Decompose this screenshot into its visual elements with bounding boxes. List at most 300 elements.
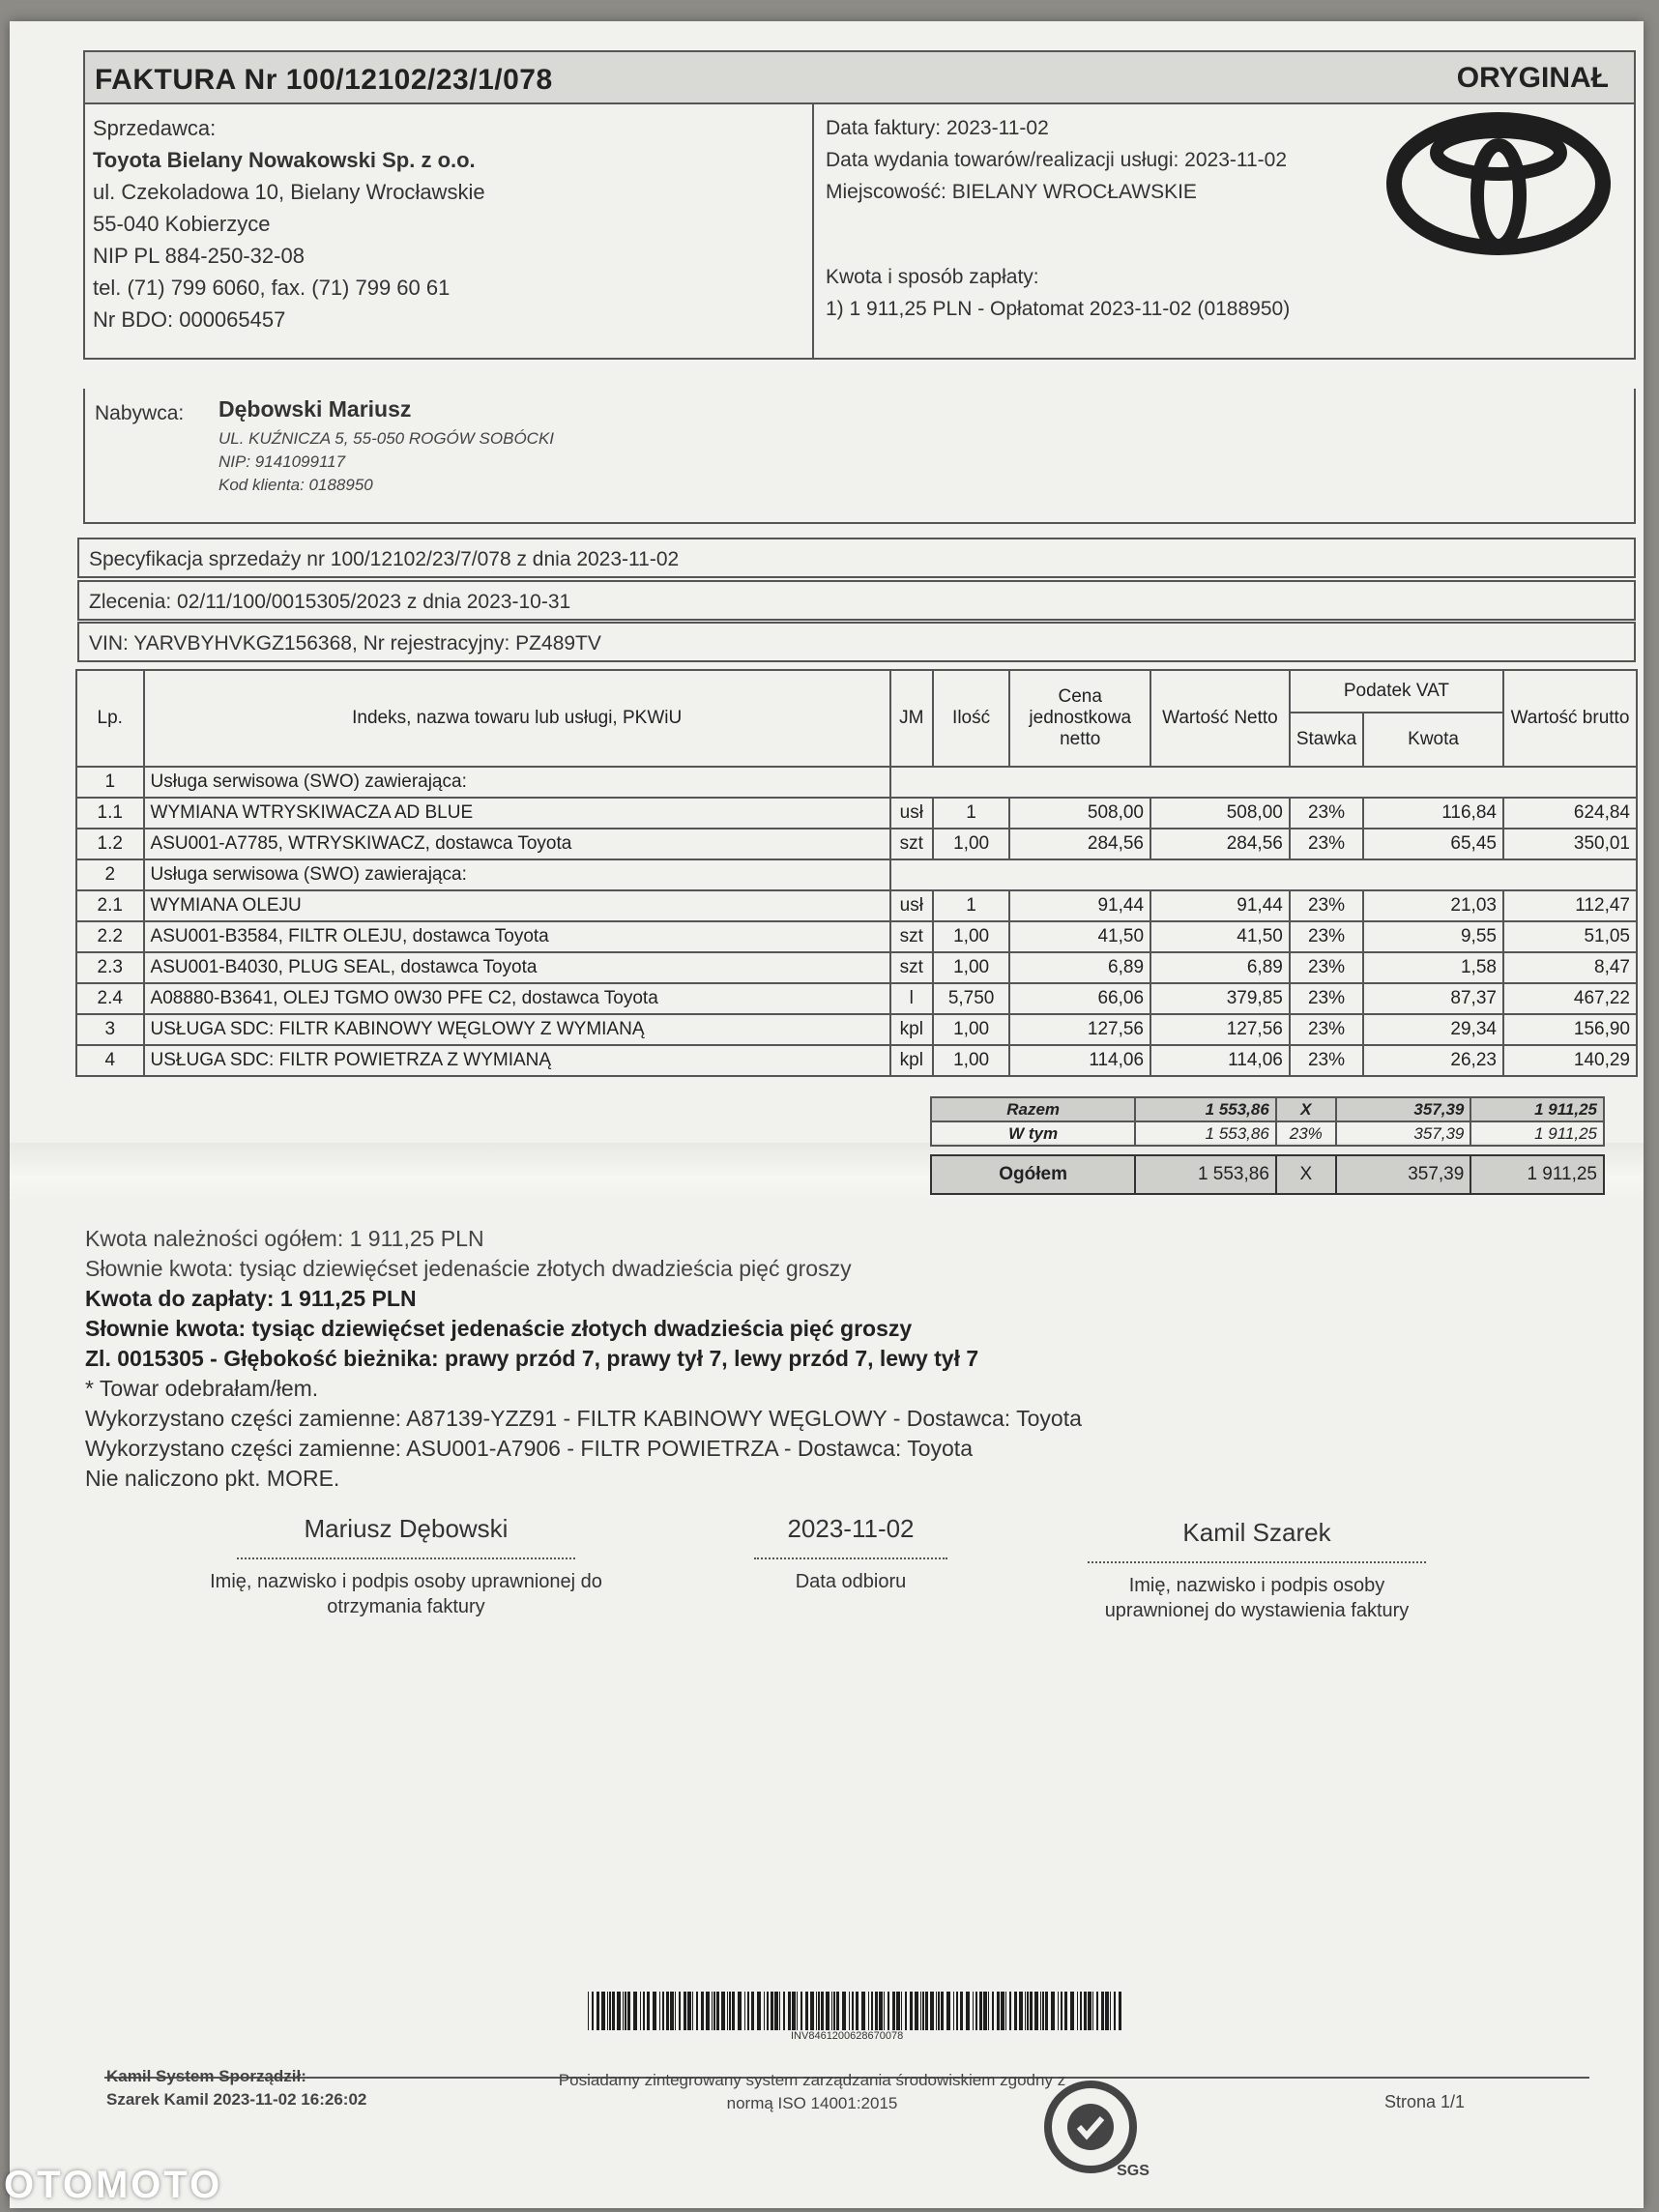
note-words-2: Słownie kwota: tysiąc dziewięćset jedenaście złotych dwadzieścia pięć groszy: [85, 1316, 913, 1341]
barcode-bar: [607, 1992, 608, 2030]
barcode-bar: [627, 1992, 630, 2030]
delivery-date: Data wydania towarów/realizacji usługi: 2023-11-02: [826, 149, 1288, 171]
barcode-bar: [623, 1992, 624, 2030]
cell-gross: 350,01: [1503, 829, 1637, 859]
buyer-name: Dębowski Mariusz: [218, 396, 412, 422]
barcode-bar: [738, 1992, 742, 2030]
barcode-bar: [1114, 1992, 1116, 2030]
barcode-bar: [856, 1992, 859, 2030]
cell-net: 91,44: [1150, 890, 1290, 921]
barcode-bar: [1092, 1992, 1093, 2030]
cell-name: ASU001-B3584, FILTR OLEJU, dostawca Toyota: [144, 921, 890, 952]
barcode-bar: [712, 1992, 713, 2030]
barcode-bar: [764, 1992, 765, 2030]
wtym-rate: 23%: [1276, 1121, 1336, 1146]
cell-net: 508,00: [1150, 798, 1290, 829]
issuer-signature: [1054, 1518, 1460, 1623]
cell-jm: kpl: [890, 1045, 933, 1076]
barcode-bar: [612, 1992, 615, 2030]
title-bar: [85, 52, 1634, 104]
barcode-bar: [1030, 1992, 1033, 2030]
barcode-bar: [983, 1992, 987, 2030]
barcode-bar: [861, 1992, 865, 2030]
barcode-bar: [826, 1992, 830, 2030]
barcode-bar: [679, 1992, 681, 2030]
barcode-bar: [1110, 1992, 1111, 2030]
barcode-bar: [721, 1992, 725, 2030]
barcode-bar: [1101, 1992, 1104, 2030]
wtym-net: 1 553,86: [1135, 1121, 1276, 1146]
barcode-bar: [625, 1992, 626, 2030]
cell-name: Usługa serwisowa (SWO) zawierająca:: [144, 859, 890, 890]
issuer-caption: Imię, nazwisko i podpis osoby uprawnionej do wystawienia faktury: [1104, 1575, 1410, 1621]
ogolem-table: [930, 1154, 1605, 1195]
ogolem-label: Ogółem: [931, 1155, 1135, 1194]
note-amount-due: Kwota należności ogółem: 1 911,25 PLN: [85, 1226, 484, 1251]
issuer-name: Kamil Szarek: [1182, 1518, 1331, 1547]
cell-lp: 2: [76, 859, 144, 890]
barcode-bar: [1080, 1992, 1082, 2030]
sgs-certification-icon: [1034, 2075, 1154, 2181]
barcode-bar: [597, 1992, 599, 2030]
razem-gross: 1 911,25: [1470, 1097, 1604, 1121]
table-row: [76, 952, 1637, 983]
cell-jm: l: [890, 983, 933, 1014]
barcode-bar: [592, 1992, 594, 2030]
cell-gross: 467,22: [1503, 983, 1637, 1014]
seller-block: [93, 112, 799, 352]
page-number: Strona 1/1: [1384, 2092, 1466, 2111]
barcode-bar: [875, 1992, 878, 2030]
cell-unit: 91,44: [1009, 890, 1150, 921]
barcode-bar: [992, 1992, 994, 2030]
note-to-pay: Kwota do zapłaty: 1 911,25 PLN: [85, 1286, 417, 1311]
cell-net: 41,50: [1150, 921, 1290, 952]
cell-name: ASU001-B4030, PLUG SEAL, dostawca Toyota: [144, 952, 890, 983]
barcode-bar: [684, 1992, 686, 2030]
barcode-bar: [696, 1992, 698, 2030]
barcode-bar: [662, 1992, 664, 2030]
cell-net: 379,85: [1150, 983, 1290, 1014]
ogolem-rate: X: [1276, 1155, 1336, 1194]
barcode-bar: [975, 1992, 977, 2030]
cell-jm: szt: [890, 921, 933, 952]
table-row: [76, 1045, 1637, 1076]
barcode-bar: [1084, 1992, 1087, 2030]
cell-rate: 23%: [1290, 890, 1363, 921]
cell-gross: 8,47: [1503, 952, 1637, 983]
cell-jm: szt: [890, 829, 933, 859]
vin-spec: VIN: YARVBYHVKGZ156368, Nr rejestracyjny: PZ489TV: [77, 622, 1636, 662]
wtym-amount: 357,39: [1336, 1121, 1471, 1146]
buyer-address: UL. KUŹNICZA 5, 55-050 ROGÓW SOBÓCKI: [218, 429, 555, 448]
original-label: ORYGINAŁ: [1456, 62, 1609, 94]
cell-lp: 1: [76, 767, 144, 798]
barcode-bar: [1009, 1992, 1011, 2030]
cell-name: USŁUGA SDC: FILTR POWIETRZA Z WYMIANĄ: [144, 1045, 890, 1076]
barcode-bar: [833, 1992, 835, 2030]
cell-qty: 1,00: [933, 921, 1010, 952]
ogolem-net: 1 553,86: [1135, 1155, 1276, 1194]
buyer-label: Nabywca:: [95, 402, 185, 424]
cell-lp: 1.2: [76, 829, 144, 859]
cell-gross: 140,29: [1503, 1045, 1637, 1076]
note-tread-depth: Zl. 0015305 - Głębokość bieżnika: prawy przód 7, prawy tył 7, lewy przód 7, lewy tył 7: [85, 1346, 979, 1371]
barcode-bar: [727, 1992, 728, 2030]
note-words-1: Słownie kwota: tysiąc dziewięćset jedenaście złotych dwadzieścia pięć groszy: [85, 1256, 852, 1281]
cell-gross: 112,47: [1503, 890, 1637, 921]
cell-amount: 21,03: [1363, 890, 1503, 921]
barcode-bar: [800, 1992, 802, 2030]
barcode-bar: [1005, 1992, 1006, 2030]
table-row: [76, 890, 1637, 921]
barcode-bar: [713, 1992, 715, 2030]
receipt-date: [735, 1514, 967, 1594]
barcode-bar: [1014, 1992, 1017, 2030]
barcode-bar: [797, 1992, 798, 2030]
wtym-gross: 1 911,25: [1470, 1121, 1604, 1146]
cell-qty: 1,00: [933, 1045, 1010, 1076]
barcode-bar: [966, 1992, 970, 2030]
cell-amount: 1,58: [1363, 952, 1503, 983]
barcode-bar: [788, 1992, 791, 2030]
toyota-logo-icon: [1384, 112, 1613, 255]
cell-name: USŁUGA SDC: FILTR KABINOWY WĘGLOWY Z WYMIANĄ: [144, 1014, 890, 1045]
barcode-bar: [831, 1992, 832, 2030]
cell-unit: 114,06: [1009, 1045, 1150, 1076]
razem-label: Razem: [931, 1097, 1135, 1121]
cell-rate: 23%: [1290, 829, 1363, 859]
barcode-bar: [896, 1992, 900, 2030]
barcode-bar: [988, 1992, 989, 2030]
razem-rate: X: [1276, 1097, 1336, 1121]
wtym-label: W tym: [931, 1121, 1135, 1146]
barcode-bar: [609, 1992, 611, 2030]
cell-unit: 508,00: [1009, 798, 1150, 829]
barcode-bar: [821, 1992, 824, 2030]
barcode-bar: [810, 1992, 814, 2030]
seller-city: 55-040 Kobierzyce: [93, 212, 271, 236]
barcode-bar: [925, 1992, 928, 2030]
cell-unit: 6,89: [1009, 952, 1150, 983]
barcode-bar: [716, 1992, 719, 2030]
cell-lp: 2.2: [76, 921, 144, 952]
iso-statement: Posiadamy zintegrowany system zarządzania środowiskiem zgodny z normą ISO 14001:2015: [558, 2071, 1066, 2112]
header-gross: Wartość brutto: [1503, 670, 1637, 767]
order-spec: Zlecenia: 02/11/100/0015305/2023 z dnia 2023-10-31: [77, 580, 1636, 621]
seller-bdo: Nr BDO: 000065457: [93, 307, 286, 332]
cell-lp: 1.1: [76, 798, 144, 829]
barcode-bar: [979, 1992, 982, 2030]
barcode-bar: [884, 1992, 885, 2030]
barcode-bar: [1070, 1992, 1074, 2030]
barcode-bar: [1040, 1992, 1041, 2030]
barcode-bar: [706, 1992, 710, 2030]
cell-lp: 2.1: [76, 890, 144, 921]
razem-row: [931, 1097, 1604, 1121]
barcode-bar: [1042, 1992, 1044, 2030]
receiver-name: Mariusz Dębowski: [304, 1514, 509, 1543]
barcode-bar: [751, 1992, 754, 2030]
barcode-bar: [1105, 1992, 1109, 2030]
invoice-title: FAKTURA Nr 100/12102/23/1/078: [95, 64, 553, 96]
cell-net: 6,89: [1150, 952, 1290, 983]
barcode-bar: [1051, 1992, 1055, 2030]
cell-jm: kpl: [890, 1014, 933, 1045]
ogolem-gross: 1 911,25: [1470, 1155, 1604, 1194]
barcode-bar: [757, 1992, 761, 2030]
barcode-bar: [879, 1992, 883, 2030]
barcode-bar: [640, 1992, 641, 2030]
issuer-dotted-line: [1088, 1561, 1426, 1563]
header-vat: Podatek VAT: [1290, 670, 1503, 713]
barcode-bar: [849, 1992, 850, 2030]
barcode-bar: [771, 1992, 773, 2030]
barcode-bar: [643, 1992, 645, 2030]
table-row: [76, 921, 1637, 952]
table-row: [76, 798, 1637, 829]
cell-qty: 1,00: [933, 1014, 1010, 1045]
barcode-bar: [1045, 1992, 1048, 2030]
seller-tel: tel. (71) 799 6060, fax. (71) 799 60 61: [93, 276, 451, 300]
barcode-bar: [842, 1992, 846, 2030]
cell-rate: 23%: [1290, 1014, 1363, 1045]
barcode-bar: [732, 1992, 735, 2030]
cell-rate: 23%: [1290, 1045, 1363, 1076]
cell-net: 114,06: [1150, 1045, 1290, 1076]
cell-qty: 1: [933, 890, 1010, 921]
receiver-dotted-line: [237, 1557, 575, 1559]
barcode-bar: [687, 1992, 691, 2030]
cell-gross: 624,84: [1503, 798, 1637, 829]
cell-amount: 116,84: [1363, 798, 1503, 829]
barcode-bar: [779, 1992, 780, 2030]
barcode-number: INV8461200628670078: [791, 2030, 904, 2042]
cell-qty: 5,750: [933, 983, 1010, 1014]
notes-block: [85, 1224, 1439, 1494]
table-row: [76, 829, 1637, 859]
note-more: Nie naliczono pkt. MORE.: [85, 1466, 340, 1491]
cell-lp: 3: [76, 1014, 144, 1045]
place: Miejscowość: BIELANY WROCŁAWSKIE: [826, 181, 1197, 203]
cell-name: WYMIANA WTRYSKIWACZA AD BLUE: [144, 798, 890, 829]
header-qty: Ilość: [933, 670, 1010, 767]
seller-nip: NIP PL 884-250-32-08: [93, 244, 305, 268]
barcode-bar: [946, 1992, 950, 2030]
barcode-bar: [783, 1992, 785, 2030]
buyer-client-code: Kod klienta: 0188950: [218, 476, 373, 494]
barcode-bar: [1119, 1992, 1121, 2030]
barcode-bar: [905, 1992, 907, 2030]
cell-unit: 41,50: [1009, 921, 1150, 952]
barcode-bar: [901, 1992, 902, 2030]
cell-net: 284,56: [1150, 829, 1290, 859]
barcode-bar: [1096, 1992, 1098, 2030]
header-divider: [812, 104, 814, 358]
barcode-bar: [852, 1992, 854, 2030]
barcode-bar: [938, 1992, 940, 2030]
seller-street: ul. Czekoladowa 10, Bielany Wrocławskie: [93, 180, 485, 204]
payment-block: [826, 261, 1502, 325]
date-dotted-line: [754, 1557, 947, 1559]
receiver-caption: Imię, nazwisko i podpis osoby uprawnionej do otrzymania faktury: [210, 1571, 602, 1617]
system-info: [106, 2065, 366, 2111]
cell-jm: usł: [890, 890, 933, 921]
cell-empty: [890, 767, 1637, 798]
cell-jm: szt: [890, 952, 933, 983]
barcode-bar: [953, 1992, 954, 2030]
barcode-bar: [1034, 1992, 1038, 2030]
barcode-bar: [1088, 1992, 1091, 2030]
note-received: * Towar odebrałam/łem.: [85, 1376, 319, 1401]
cell-name: A08880-B3641, OLEJ TGMO 0W30 PFE C2, dostawca Toyota: [144, 983, 890, 1014]
barcode-bar: [922, 1992, 924, 2030]
header-jm: JM: [890, 670, 933, 767]
cell-amount: 65,45: [1363, 829, 1503, 859]
table-row: [76, 983, 1637, 1014]
barcode-bar: [767, 1992, 769, 2030]
barcode-bar: [892, 1992, 895, 2030]
barcode-bar: [915, 1992, 918, 2030]
seller-label: Sprzedawca:: [93, 116, 217, 140]
barcode-bar: [816, 1992, 817, 2030]
barcode-bar: [1001, 1992, 1004, 2030]
header-name: Indeks, nazwa towaru lub usługi, PKWiU: [144, 670, 890, 767]
barcode-bar: [868, 1992, 869, 2030]
barcode-bar: [960, 1992, 963, 2030]
cell-amount: 87,37: [1363, 983, 1503, 1014]
barcode-bar: [1019, 1992, 1023, 2030]
barcode-bar: [936, 1992, 937, 2030]
receipt-date-value: 2023-11-02: [787, 1514, 915, 1543]
barcode-bar: [675, 1992, 676, 2030]
barcode-bar: [670, 1992, 674, 2030]
cell-gross: 51,05: [1503, 921, 1637, 952]
razem-amount: 357,39: [1336, 1097, 1471, 1121]
note-part-2: Wykorzystano części zamienne: ASU001-A7906 - FILTR POWIETRZA - Dostawca: Toyota: [85, 1436, 973, 1461]
header-unit-price: Cena jednostkowa netto: [1009, 670, 1150, 767]
cell-jm: usł: [890, 798, 933, 829]
cell-rate: 23%: [1290, 921, 1363, 952]
cell-name: WYMIANA OLEJU: [144, 890, 890, 921]
header-body: [85, 104, 1634, 358]
barcode-bar: [692, 1992, 693, 2030]
cell-gross: 156,90: [1503, 1014, 1637, 1045]
wtym-row: [931, 1121, 1604, 1146]
header-rate: Stawka: [1290, 713, 1363, 767]
cell-rate: 23%: [1290, 798, 1363, 829]
barcode-bar: [941, 1992, 944, 2030]
cell-amount: 26,23: [1363, 1045, 1503, 1076]
barcode-bar: [647, 1992, 650, 2030]
razem-net: 1 553,86: [1135, 1097, 1276, 1121]
sales-spec: Specyfikacja sprzedaży nr 100/12102/23/7/078 z dnia 2023-11-02: [77, 538, 1636, 578]
system-label: Kamil System Sporządził:: [106, 2067, 306, 2085]
cell-net: 127,56: [1150, 1014, 1290, 1045]
barcode-bar: [920, 1992, 921, 2030]
cell-rate: 23%: [1290, 983, 1363, 1014]
cell-name: Usługa serwisowa (SWO) zawierająca:: [144, 767, 890, 798]
cell-amount: 29,34: [1363, 1014, 1503, 1045]
barcode-bar: [836, 1992, 839, 2030]
payment-line: 1) 1 911,25 PLN - Opłatomat 2023-11-02 (0188950): [826, 298, 1291, 320]
otomoto-watermark: OTOMOTO: [4, 2164, 223, 2206]
buyer-block: [83, 389, 1636, 524]
barcode-bar: [588, 1992, 589, 2030]
cell-name: ASU001-A7785, WTRYSKIWACZ, dostawca Toyota: [144, 829, 890, 859]
barcode-bar: [1025, 1992, 1026, 2030]
table-row: [76, 1014, 1637, 1045]
barcode-bar: [666, 1992, 669, 2030]
barcode-bar: [601, 1992, 605, 2030]
cell-unit: 66,06: [1009, 983, 1150, 1014]
totals-table: [930, 1096, 1605, 1147]
cell-qty: 1,00: [933, 829, 1010, 859]
table-group-row: [76, 859, 1637, 890]
items-table: [75, 669, 1638, 1077]
barcode-bar: [910, 1992, 913, 2030]
barcode-bar: [973, 1992, 974, 2030]
cell-rate: 23%: [1290, 952, 1363, 983]
barcode-bar: [774, 1992, 778, 2030]
barcode-bar: [659, 1992, 660, 2030]
barcode-bar: [617, 1992, 621, 2030]
barcode-bar: [792, 1992, 796, 2030]
table-group-row: [76, 767, 1637, 798]
barcode-bar: [1058, 1992, 1059, 2030]
receipt-date-caption: Data odbioru: [795, 1571, 907, 1592]
header-net: Wartość Netto: [1150, 670, 1290, 767]
invoice-date: Data faktury: 2023-11-02: [826, 117, 1049, 139]
cell-qty: 1: [933, 798, 1010, 829]
barcode-bar: [1064, 1992, 1067, 2030]
cell-lp: 2.3: [76, 952, 144, 983]
cell-empty: [890, 859, 1637, 890]
barcode-bar: [805, 1992, 808, 2030]
barcode-bar: [1027, 1992, 1029, 2030]
barcode-bar: [997, 1992, 1000, 2030]
barcode-bar: [633, 1992, 637, 2030]
sgs-label: SGS: [1117, 2163, 1150, 2179]
cell-amount: 9,55: [1363, 921, 1503, 952]
prepared-by: Szarek Kamil 2023-11-02 16:26:02: [106, 2090, 367, 2109]
cell-lp: 2.4: [76, 983, 144, 1014]
cell-unit: 127,56: [1009, 1014, 1150, 1045]
barcode-bar: [1077, 1992, 1078, 2030]
ogolem-row: [931, 1155, 1604, 1194]
barcode-bar: [930, 1992, 934, 2030]
barcode-bar: [956, 1992, 958, 2030]
cell-unit: 284,56: [1009, 829, 1150, 859]
note-part-1: Wykorzystano części zamienne: A87139-YZZ91 - FILTR KABINOWY WĘGLOWY - Dostawca: Toyota: [85, 1406, 1082, 1431]
cell-lp: 4: [76, 1045, 144, 1076]
payment-label: Kwota i sposób zapłaty:: [826, 266, 1039, 288]
barcode-icon: [588, 1992, 1125, 2030]
header-lp: Lp.: [76, 670, 144, 767]
seller-name: Toyota Bielany Nowakowski Sp. z o.o.: [93, 148, 476, 172]
barcode-bar: [701, 1992, 704, 2030]
invoice-header: [83, 50, 1636, 360]
barcode-bar: [744, 1992, 745, 2030]
barcode-bar: [871, 1992, 873, 2030]
buyer-nip: NIP: 9141099117: [218, 452, 346, 471]
barcode-bar: [888, 1992, 889, 2030]
barcode-bar: [818, 1992, 820, 2030]
header-amount: Kwota: [1363, 713, 1503, 767]
dates-block: [826, 112, 1367, 208]
barcode-bar: [729, 1992, 731, 2030]
barcode-bar: [653, 1992, 656, 2030]
